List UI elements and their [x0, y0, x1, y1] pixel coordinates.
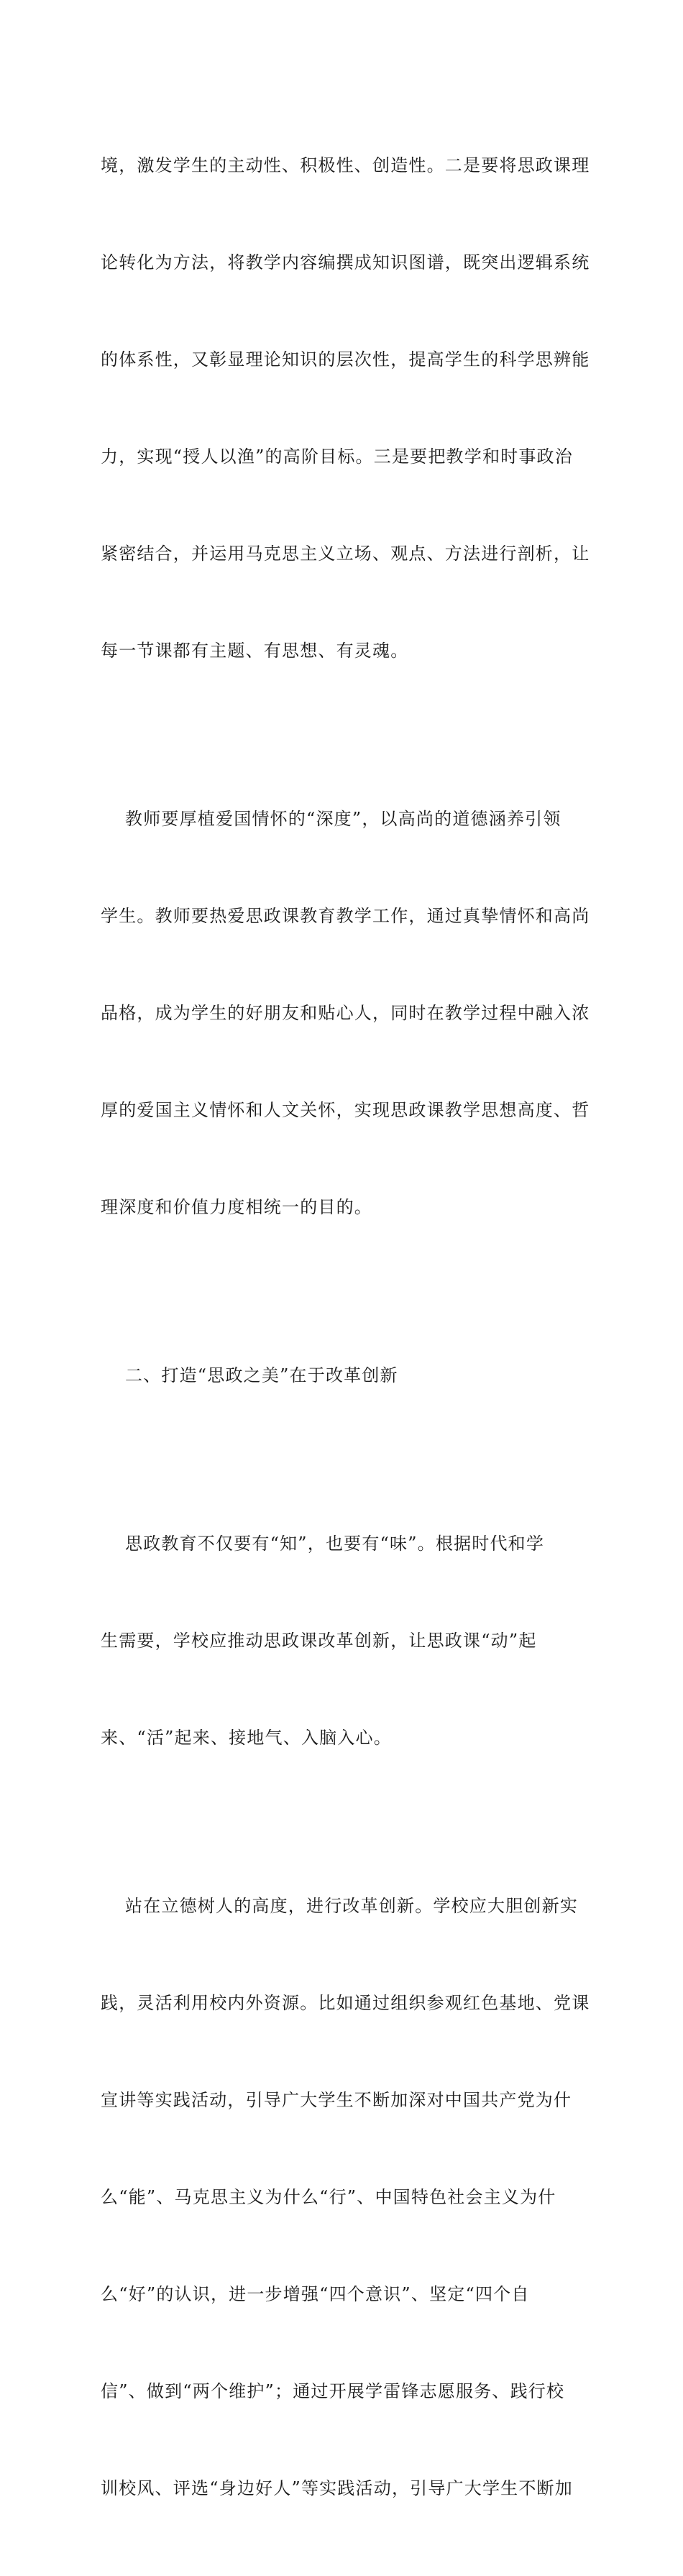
text-line: 践，灵活利用校内外资源。比如通过组织参观红色基地、党课 — [101, 1993, 590, 2013]
text-line: 宣讲等实践活动，引导广大学生不断加深对中国共产党为什 — [101, 2090, 572, 2110]
paragraph-4 — [101, 1825, 590, 2570]
text-line: 思政教育不仅要有“知”，也要有“味”。根据时代和学 — [125, 1534, 545, 1554]
text-line: 训校风、评选“身边好人”等实践活动，引导广大学生不断加 — [101, 2478, 573, 2498]
text-line: 信”、做到“两个维护”；通过开展学雷锋志愿服务、践行校 — [101, 2381, 565, 2401]
text-line: 来、“活”起来、接地气、入脑入心。 — [101, 1728, 392, 1748]
section-heading-text: 二、打造“思政之美”在于改革创新 — [125, 1365, 398, 1385]
text-line: 紧密结合，并运用马克思主义立场、观点、方法进行剖析，让 — [101, 544, 590, 564]
text-line: 么“能”、马克思主义为什么“行”、中国特色社会主义为什 — [101, 2187, 556, 2207]
text-line: 生需要，学校应推动思政课改革创新，让思政课“动”起 — [101, 1631, 537, 1651]
text-line: 教师要厚植爱国情怀的“深度”，以高尚的道德涵养引领 — [125, 809, 561, 829]
text-line: 学生。教师要热爱思政课教育教学工作，通过真挚情怀和高尚 — [101, 906, 590, 926]
document-body — [101, 85, 590, 2576]
text-line: 每一节课都有主题、有思想、有灵魂。 — [101, 641, 409, 661]
text-line: 的体系性，又彰显理论知识的层次性，提高学生的科学思辨能 — [101, 349, 590, 370]
text-line: 品格，成为学生的好朋友和贴心人，同时在教学过程中融入浓 — [101, 1003, 590, 1023]
text-line: 力，实现“授人以渔”的高阶目标。三是要把教学和时事政治 — [101, 446, 573, 467]
paragraph-3 — [101, 1463, 584, 1819]
paragraph-2 — [101, 738, 590, 1288]
text-line: 站在立德树人的高度，进行改革创新。学校应大胆创新实 — [125, 1896, 578, 1916]
paragraph-1 — [101, 85, 590, 732]
text-line: 境，激发学生的主动性、积极性、创造性。二是要将思政课理 — [101, 155, 590, 175]
text-line: 么“好”的认识，进一步增强“四个意识”、坚定“四个自 — [101, 2284, 530, 2304]
text-line: 厚的爱国主义情怀和人文关怀，实现思政课教学思想高度、哲 — [101, 1100, 590, 1120]
section-heading — [101, 1295, 584, 1457]
text-line: 理深度和价值力度相统一的目的。 — [101, 1197, 372, 1217]
text-line: 论转化为方法，将教学内容编撰成知识图谱，既突出逻辑系统 — [101, 252, 590, 272]
